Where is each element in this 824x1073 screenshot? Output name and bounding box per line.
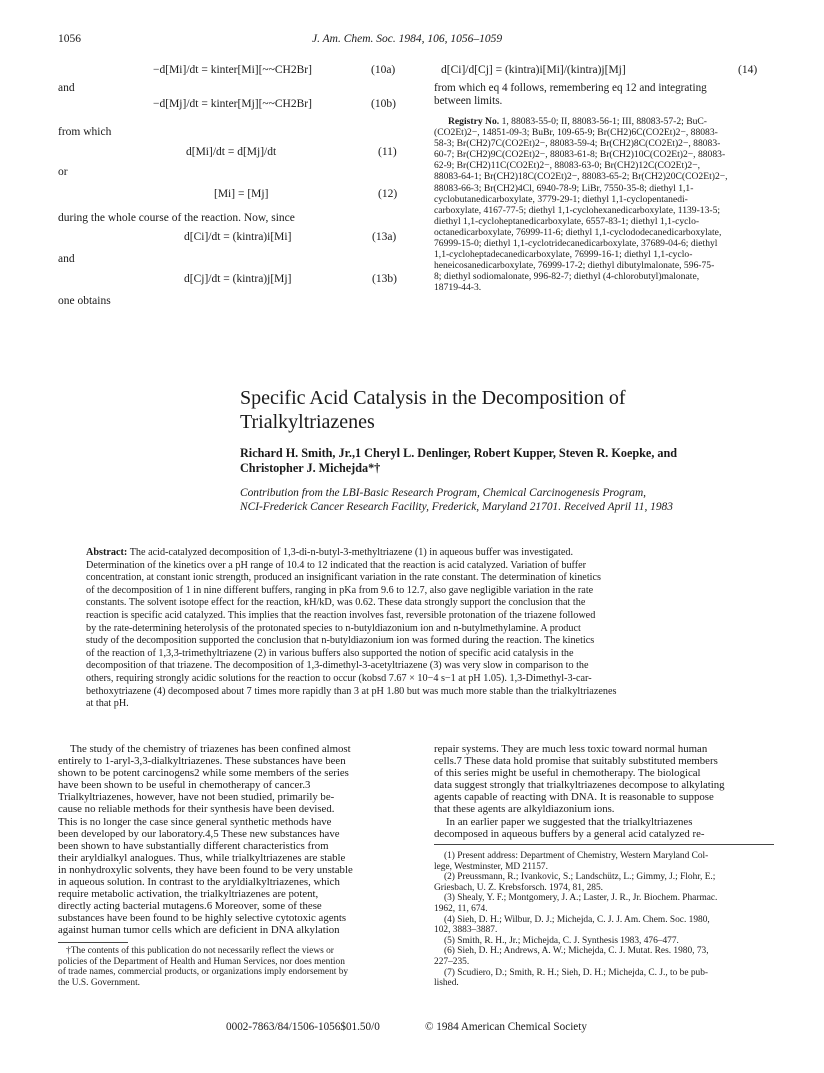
abstract-label: Abstract: bbox=[86, 547, 128, 558]
registry-line: heneicosanedicarboxylate, 76999-17-2; diethyl dibutylmalonate, 596-75- bbox=[434, 260, 715, 272]
equation-12: [Mi] = [Mj] bbox=[214, 188, 269, 200]
affiliation-line: Contribution from the LBI-Basic Research Program, Chemical Carcinogenesis Program, bbox=[240, 487, 647, 499]
equation-13b: d[Cj]/dt = (kintra)j[Mj] bbox=[184, 273, 292, 285]
equation-number-10b: (10b) bbox=[371, 98, 396, 110]
body-line: require metabolic activation, the trialkyltriazenes are potent, bbox=[58, 888, 319, 901]
registry-line: cyclobutanedicarboxylate, 3779-29-1; diethyl 1,1-cyclopentanedi- bbox=[434, 193, 688, 205]
reference-line: (6) Sieh, D. H.; Andrews, A. W.; Michejda, C. J. Mutat. Res. 1980, 73, bbox=[444, 946, 709, 957]
equation-10a: −d[Mi]/dt = kinter[Mi][~~CH2Br] bbox=[153, 64, 312, 76]
article-title-line: Trialkyltriazenes bbox=[240, 411, 375, 433]
registry-label: Registry No. bbox=[448, 116, 500, 127]
body-line: in aqueous solution. In contrast to the aryldialkyltriazenes, which bbox=[58, 876, 340, 889]
reference-line: 227–235. bbox=[434, 956, 470, 967]
body-line: decomposed in aqueous buffers by a general acid catalyzed re- bbox=[434, 827, 705, 840]
registry-line: 76999-15-0; diethyl 1,1-cyclotridecanedicarboxylate, 37689-04-6; diethyl bbox=[434, 238, 718, 250]
body-line: entirely to 1-aryl-3,3-dialkyltriazenes. These substances have been bbox=[58, 755, 346, 768]
abstract-line: concentration, at constant ionic strength, produced an insignificant variation in the rate constant. The determination of kinetics bbox=[86, 572, 601, 584]
footnote-divider bbox=[58, 942, 128, 943]
abstract-line: of the decomposition of 1 in nine different buffers, ranging in pKa from 9.6 to 12.7, also gave negligible variation in the rate bbox=[86, 584, 594, 596]
abstract bbox=[86, 547, 746, 711]
body-line: The study of the chemistry of triazenes has been confined almost bbox=[70, 743, 351, 755]
registry-line: 58-3; Br(CH2)7C(CO2Et)2−, 88083-59-4; Br(CH2)8C(CO2Et)2−, 88083- bbox=[434, 138, 721, 150]
abstract-line: constants. The solvent isotope effect for the reaction, kH/kD, was 0.62. These data strongly support the conclusion that the bbox=[86, 597, 586, 609]
abstract-line: The acid-catalyzed decomposition of 1,3-di-n-butyl-3-methyltriazene (1) in aqueous buffer was investigated. bbox=[129, 547, 574, 558]
body-line: cells.7 These data hold promise that suitably substituted members bbox=[434, 755, 718, 768]
body-left-column bbox=[58, 743, 413, 937]
reference-line: 1962, 11, 674. bbox=[434, 903, 488, 914]
body-line: of this series might be useful in chemotherapy. The biological bbox=[434, 767, 701, 780]
body-line: been shown to have substantially different characteristics from bbox=[58, 839, 329, 852]
abstract-line: Determination of the kinetics over a pH range of 10.4 to 12 indicated that the reaction is acid catalyzed. Variation of buffer bbox=[86, 559, 587, 571]
footnote-line: the U.S. Government. bbox=[58, 977, 141, 988]
registry-line: 62-9; Br(CH2)11C(CO2Et)2−, 88083-63-0; Br(CH2)12C(CO2Et)2−, bbox=[434, 160, 701, 172]
registry-line: 8; diethyl sodiomalonate, 996-82-7; diethyl (4-chlorobutyl)malonate, bbox=[434, 271, 700, 283]
body-line: shown to be potent carcinogens2 while some members of the series bbox=[58, 767, 349, 780]
reference-line: (2) Preussmann, R.; Ivankovic, S.; Landschütz, L.; Gimmy, J.; Flohr, E.; bbox=[444, 872, 716, 883]
footnote-line: policies of the Department of Health and Human Services, nor does mention bbox=[58, 956, 345, 967]
reference-line: (7) Scudiero, D.; Smith, R. H.; Sieh, D. H.; Michejda, C. J., to be pub- bbox=[444, 967, 709, 978]
registry-line: 18719-44-3. bbox=[434, 282, 482, 294]
equation-13a: d[Ci]/dt = (kintra)i[Mi] bbox=[184, 231, 292, 243]
abstract-line: others, requiring strongly acidic solutions for the reaction to occur (kobsd 7.67 × 10−4 s−1 at pH 1.05). 1,3-Dimethyl-3-car- bbox=[86, 672, 592, 684]
journal-header: J. Am. Chem. Soc. 1984, 106, 1056–1059 bbox=[312, 33, 503, 45]
reference-line: (3) Shealy, Y. F.; Montgomery, J. A.; Laster, J. R., Jr. Biochem. Pharmac. bbox=[444, 893, 718, 904]
abstract-line: of the reaction of 1,3,3-trimethyltriazene (2) in various buffers also supported the notion of specific acid catalysis in the bbox=[86, 647, 574, 659]
eq4-text-line1: from which eq 4 follows, remembering eq 12 and integrating bbox=[434, 82, 707, 94]
reference-line: (1) Present address: Department of Chemistry, Western Maryland Col- bbox=[444, 851, 709, 861]
equation-number-13b: (13b) bbox=[372, 273, 397, 285]
footer-copyright: © 1984 American Chemical Society bbox=[425, 1021, 587, 1033]
abstract-line: decomposition of that triazene. The decomposition of 1,3-dimethyl-3-acetyltriazene (3) was very slow in comparison to the bbox=[86, 660, 589, 672]
registry-numbers bbox=[434, 116, 772, 294]
footnote-line: of trade names, commercial products, or organizations imply endorsement by bbox=[58, 967, 349, 978]
reference-line: lished. bbox=[434, 978, 459, 989]
registry-line: 60-7; Br(CH2)9C(CO2Et)2−, 88083-61-8; Br(CH2)10C(CO2Et)2−, 88083- bbox=[434, 149, 726, 161]
footer-code: 0002-7863/84/1506-1056$01.50/0 bbox=[226, 1021, 380, 1033]
equation-number-14: (14) bbox=[738, 64, 758, 76]
reference-line: lege, Westminster, MD 21157. bbox=[434, 861, 548, 872]
authors-line: Richard H. Smith, Jr.,1 Cheryl L. Denlinger, Robert Kupper, Steven R. Koepke, and bbox=[240, 446, 678, 460]
equation-11: d[Mi]/dt = d[Mj]/dt bbox=[186, 146, 277, 158]
body-line: cause no reliable methods for their synthesis have been devised. bbox=[58, 803, 335, 816]
equation-14: d[Ci]/d[Cj] = (kintra)i[Mi]/(kintra)j[Mj] bbox=[441, 64, 626, 76]
word-and-1: and bbox=[58, 82, 75, 94]
equation-number-12: (12) bbox=[378, 188, 398, 200]
word-or: or bbox=[58, 166, 68, 178]
during-text: during the whole course of the reaction. Now, since bbox=[58, 212, 295, 224]
abstract-line: reaction is specific acid catalyzed. This implies that the reaction involves fast, reversible protonation of the triazene followed bbox=[86, 609, 596, 621]
body-line: against human tumor cells which are deficient in DNA alkylation bbox=[58, 924, 340, 937]
registry-line: diethyl 1,1-cycloheptanedicarboxylate, 6557-83-1; diethyl 1,1-cyclo- bbox=[434, 215, 700, 227]
equation-number-11: (11) bbox=[378, 146, 397, 158]
body-line: agents capable of reacting with DNA. It is reasonable to suppose bbox=[434, 791, 714, 804]
footnote-line: †The contents of this publication do not necessarily reflect the views or bbox=[66, 946, 334, 956]
body-line: substances have been found to be highly selective cytotoxic agents bbox=[58, 912, 347, 925]
registry-line: 88083-64-1; Br(CH2)18C(CO2Et)2−, 88083-65-2; Br(CH2)20C(CO2Et)2−, bbox=[434, 171, 728, 183]
article-title-line: Specific Acid Catalysis in the Decomposition of bbox=[240, 387, 626, 409]
word-and-2: and bbox=[58, 253, 75, 265]
page-number: 1056 bbox=[58, 33, 81, 45]
body-line: In an earlier paper we suggested that the trialkyltriazenes bbox=[446, 815, 693, 828]
body-line: directly acting bacterial mutagens.6 Moreover, some of these bbox=[58, 900, 322, 913]
authors bbox=[240, 446, 677, 476]
references-divider bbox=[434, 844, 774, 845]
reference-line: (4) Sieh, D. H.; Wilbur, D. J.; Michejda, C. J. J. Am. Chem. Soc. 1980, bbox=[444, 914, 710, 925]
abstract-line: by the rate-determining heterolysis of the protonated species to n-butyldiazonium ion and n-butylmethylamine. A product bbox=[86, 622, 581, 634]
body-line: This is no longer the case since general synthetic methods have bbox=[58, 815, 332, 828]
article-title bbox=[240, 386, 626, 434]
registry-line: (CO2Et)2−, 14851-09-3; BuBr, 109-65-9; Br(CH2)6C(CO2Et)2−, 88083- bbox=[434, 127, 718, 139]
body-line: repair systems. They are much less toxic toward normal human bbox=[434, 743, 708, 755]
abstract-line: at that pH. bbox=[86, 698, 129, 710]
equation-number-10a: (10a) bbox=[371, 64, 396, 76]
reference-line: Griesbach, U. Z. Krebsforsch. 1974, 81, 285. bbox=[434, 882, 603, 893]
word-from-which: from which bbox=[58, 126, 112, 138]
word-one-obtains: one obtains bbox=[58, 295, 111, 307]
body-line: that these agents are alkyldiazonium ions. bbox=[434, 803, 615, 816]
eq4-text-line2: between limits. bbox=[434, 95, 503, 107]
body-line: their aryldialkyl analogues. Thus, while trialkyltriazenes are stable bbox=[58, 851, 346, 864]
registry-line: 1, 88083-55-0; II, 88083-56-1; III, 88083-57-2; BuC- bbox=[501, 116, 707, 127]
body-line: Trialkyltriazenes, however, have not been studied, primarily be- bbox=[58, 791, 335, 804]
registry-line: 88083-66-3; Br(CH2)4Cl, 6940-78-9; LiBr, 7550-35-8; diethyl 1,1- bbox=[434, 182, 694, 194]
reference-line: 102, 3883–3887. bbox=[434, 925, 498, 936]
registry-line: 1,1-cycloheptadecanedicarboxylate, 76999-16-1; diethyl 1,1-cyclo- bbox=[434, 249, 693, 261]
affiliation bbox=[240, 486, 673, 514]
body-right-column bbox=[434, 743, 774, 840]
body-line: data suggest strongly that trialkyltriazenes decompose to alkylating bbox=[434, 779, 725, 792]
equation-10b: −d[Mj]/dt = kinter[Mj][~~CH2Br] bbox=[153, 98, 312, 110]
body-line: in nonhydroxylic solvents, they have been found to be very unstable bbox=[58, 863, 353, 876]
registry-line: octanedicarboxylate, 76999-11-6; diethyl 1,1-cyclododecanedicarboxylate, bbox=[434, 226, 722, 238]
footnote-left bbox=[58, 946, 418, 988]
registry-line: carboxylate, 4167-77-5; diethyl 1,1-cyclohexanedicarboxylate, 1139-13-5; bbox=[434, 204, 721, 216]
references bbox=[434, 851, 774, 989]
equation-number-13a: (13a) bbox=[372, 231, 397, 243]
abstract-line: bethoxytriazene (4) decomposed about 7 times more rapidly than 3 at pH 1.80 but was much more stable than the trialkyltriazenes bbox=[86, 685, 617, 697]
body-line: have been shown to be useful in chemotherapy of cancer.3 bbox=[58, 779, 311, 792]
reference-line: (5) Smith, R. H., Jr.; Michejda, C. J. Synthesis 1983, 476–477. bbox=[444, 935, 679, 946]
authors-line: Christopher J. Michejda*† bbox=[240, 461, 381, 475]
body-line: been developed by our laboratory.4,5 These new substances have bbox=[58, 827, 340, 840]
abstract-line: study of the decomposition supported the conclusion that n-butyldiazonium ion was formed during the reaction. The kinetics bbox=[86, 635, 595, 647]
affiliation-line: NCI-Frederick Cancer Research Facility, Frederick, Maryland 21701. Received April 11, 1983 bbox=[240, 501, 673, 513]
